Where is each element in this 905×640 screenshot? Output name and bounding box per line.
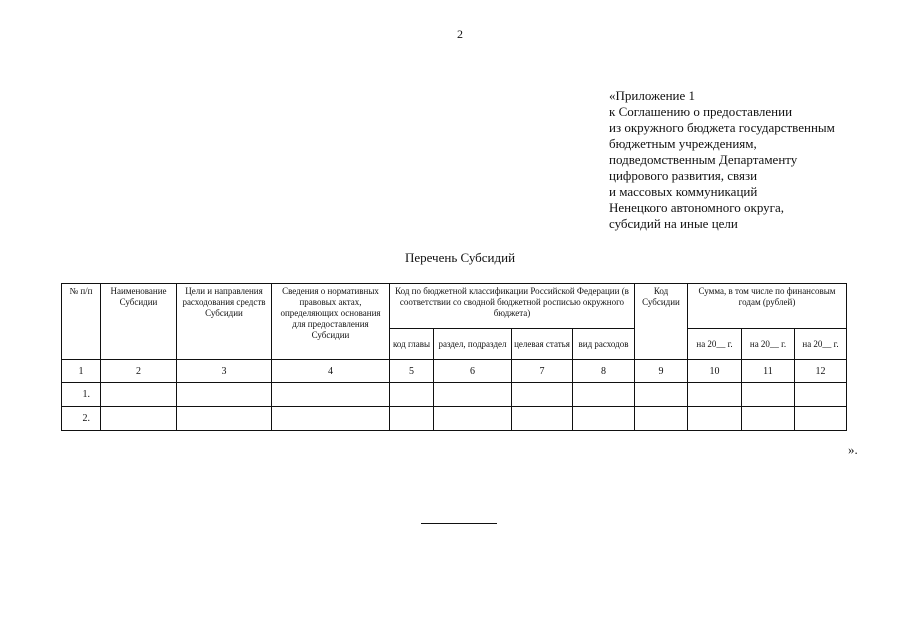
column-number: 1 [62, 360, 101, 383]
header-sum: Сумма, в том числе по финансовым годам (рублей) [688, 284, 847, 329]
appendix-line: «Приложение 1 [609, 88, 696, 103]
table-row [62, 383, 847, 407]
header-year-2: на 20__ г. [742, 329, 795, 360]
table-cell [512, 407, 573, 431]
table-cell [688, 383, 742, 407]
table-cell [795, 407, 847, 431]
header-target-item: целевая статья [512, 329, 573, 360]
appendix-line: к Соглашению о предоставлении [609, 104, 793, 119]
table-cell [177, 407, 272, 431]
table-cell [390, 407, 434, 431]
header-section: раздел, подраздел [434, 329, 512, 360]
table-cell [635, 407, 688, 431]
column-number: 4 [272, 360, 390, 383]
column-number: 3 [177, 360, 272, 383]
appendix-line: из окружного бюджета государственным [609, 120, 835, 135]
appendix-line: подведомственным Департаменту [609, 152, 798, 167]
table-row [62, 407, 847, 431]
appendix-line: субсидий на иные цели [609, 216, 738, 231]
table-cell [688, 407, 742, 431]
table-cell [101, 407, 177, 431]
column-number-row [62, 360, 847, 383]
column-number: 9 [635, 360, 688, 383]
column-number: 6 [434, 360, 512, 383]
column-number: 5 [390, 360, 434, 383]
appendix-line: цифрового развития, связи [609, 168, 758, 183]
column-number: 7 [512, 360, 573, 383]
table-cell [434, 383, 512, 407]
appendix-header [609, 88, 889, 232]
header-head-code: код главы [390, 329, 434, 360]
row-number: 2. [62, 407, 101, 431]
column-number: 2 [101, 360, 177, 383]
header-legal-acts: Сведения о нормативных правовых актах, определяющих основания для предоставления Субсидии [272, 284, 390, 360]
table-cell [635, 383, 688, 407]
table-cell [390, 383, 434, 407]
appendix-line: бюджетным учреждениям, [609, 136, 757, 151]
header-name: Наименование Субсидии [101, 284, 177, 360]
column-number: 10 [688, 360, 742, 383]
table-cell [742, 383, 795, 407]
document-title: Перечень Субсидий [404, 250, 516, 265]
subsidies-table [61, 283, 847, 431]
table-cell [272, 407, 390, 431]
bottom-rule [421, 523, 497, 524]
header-row [62, 284, 847, 329]
column-number: 11 [742, 360, 795, 383]
header-subsidy-code: Код Субсидии [635, 284, 688, 360]
header-num: № п/п [62, 284, 101, 360]
appendix-line: и массовых коммуникаций [609, 184, 758, 199]
header-year-3: на 20__ г. [795, 329, 847, 360]
table-cell [272, 383, 390, 407]
appendix-line: Ненецкого автономного округа, [609, 200, 784, 215]
table-cell [573, 407, 635, 431]
table-cell [177, 383, 272, 407]
table-cell [573, 383, 635, 407]
table-cell [101, 383, 177, 407]
page-number: 2 [457, 27, 463, 41]
table-cell [795, 383, 847, 407]
table-cell [434, 407, 512, 431]
header-budget-classification: Код по бюджетной классификации Российской Федерации (в соответствии со сводной бюджетной росписью окружного бюджета) [390, 284, 635, 329]
column-number: 12 [795, 360, 847, 383]
column-number: 8 [573, 360, 635, 383]
header-goals: Цели и направления расходования средств Субсидии [177, 284, 272, 360]
header-year-1: на 20__ г. [688, 329, 742, 360]
table-cell [512, 383, 573, 407]
header-expense-type: вид расходов [573, 329, 635, 360]
table-cell [742, 407, 795, 431]
closing-quote: ». [848, 442, 858, 457]
row-number: 1. [62, 383, 101, 407]
